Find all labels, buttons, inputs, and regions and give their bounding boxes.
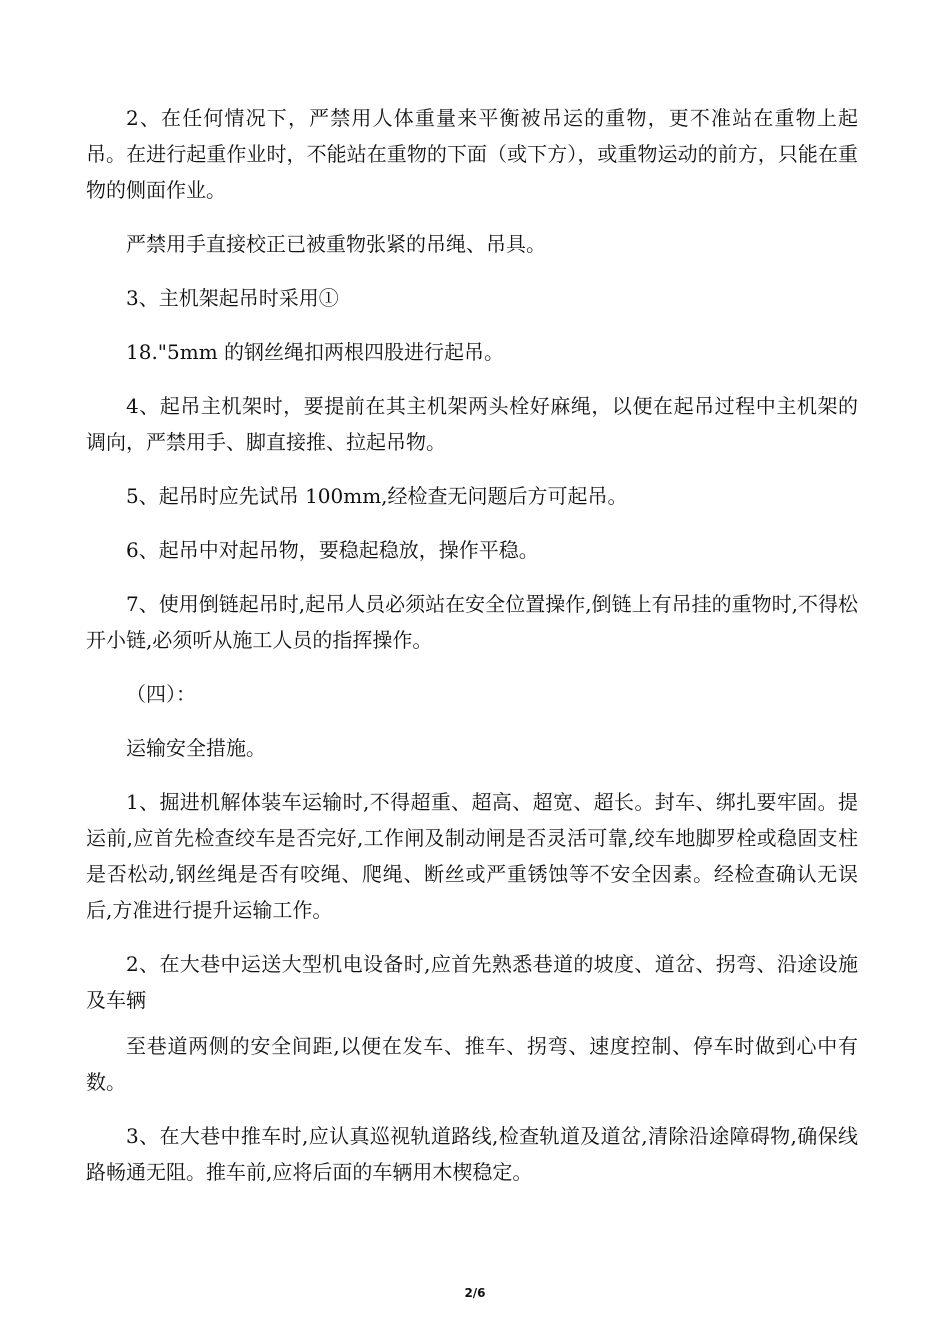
paragraph-lifting-rule-3: 3、主机架起吊时采用① [126,286,339,310]
paragraph-transport-rule-2: 2、在大巷中运送大型机电设备时,应首先熟悉巷道的坡度、道岔、拐弯、沿途设施及车辆 [86,952,858,1012]
paragraph-lifting-rule-4: 4、起吊主机架时，要提前在其主机架两头栓好麻绳，以便在起吊过程中主机架的调向，严禁用手、脚直接推、拉起吊物。 [86,394,858,454]
page-number: 2/6 [464,1286,486,1300]
paragraph-lifting-rule-5: 5、起吊时应先试吊 100mm,经检查无问题后方可起吊。 [126,484,628,508]
section-heading-four: （四）： [126,682,196,706]
section-title-transport-safety: 运输安全措施。 [126,736,266,760]
document-body [86,100,858,1208]
paragraph-lifting-rule-6: 6、起吊中对起吊物，要稳起稳放，操作平稳。 [126,538,539,562]
paragraph-lifting-rule-7: 7、使用倒链起吊时,起吊人员必须站在安全位置操作,倒链上有吊挂的重物时,不得松开小链,必须听从施工人员的指挥操作。 [86,592,858,652]
paragraph-lifting-rule-2: 2、在任何情况下，严禁用人体重量来平衡被吊运的重物，更不准站在重物上起吊。在进行起重作业时，不能站在重物的下面（或下方），或重物运动的前方，只能在重物的侧面作业。 [86,106,858,202]
paragraph-wire-rope-spec: 18."5mm 的钢丝绳扣两根四股进行起吊。 [126,340,505,364]
paragraph-transport-rule-1: 1、掘进机解体装车运输时,不得超重、超高、超宽、超长。封车、绑扎要牢固。提运前,应首先检查绞车是否完好,工作闸及制动闸是否灵活可靠,绞车地脚罗栓或稳固支柱是否松动,钢丝绳是否有咬绳、爬绳、断丝或严重锈蚀等不安全因素。经检查确认无误后,方准进行提升运输工作。 [86,790,858,922]
paragraph-transport-rule-2-cont: 至巷道两侧的安全间距,以便在发车、推车、拐弯、速度控制、停车时做到心中有数。 [86,1034,858,1094]
paragraph-transport-rule-3: 3、在大巷中推车时,应认真巡视轨道路线,检查轨道及道岔,清除沿途障碍物,确保线路畅通无阻。推车前,应将后面的车辆用木楔稳定。 [86,1124,858,1184]
paragraph-no-hand-correction: 严禁用手直接校正已被重物张紧的吊绳、吊具。 [126,232,546,256]
